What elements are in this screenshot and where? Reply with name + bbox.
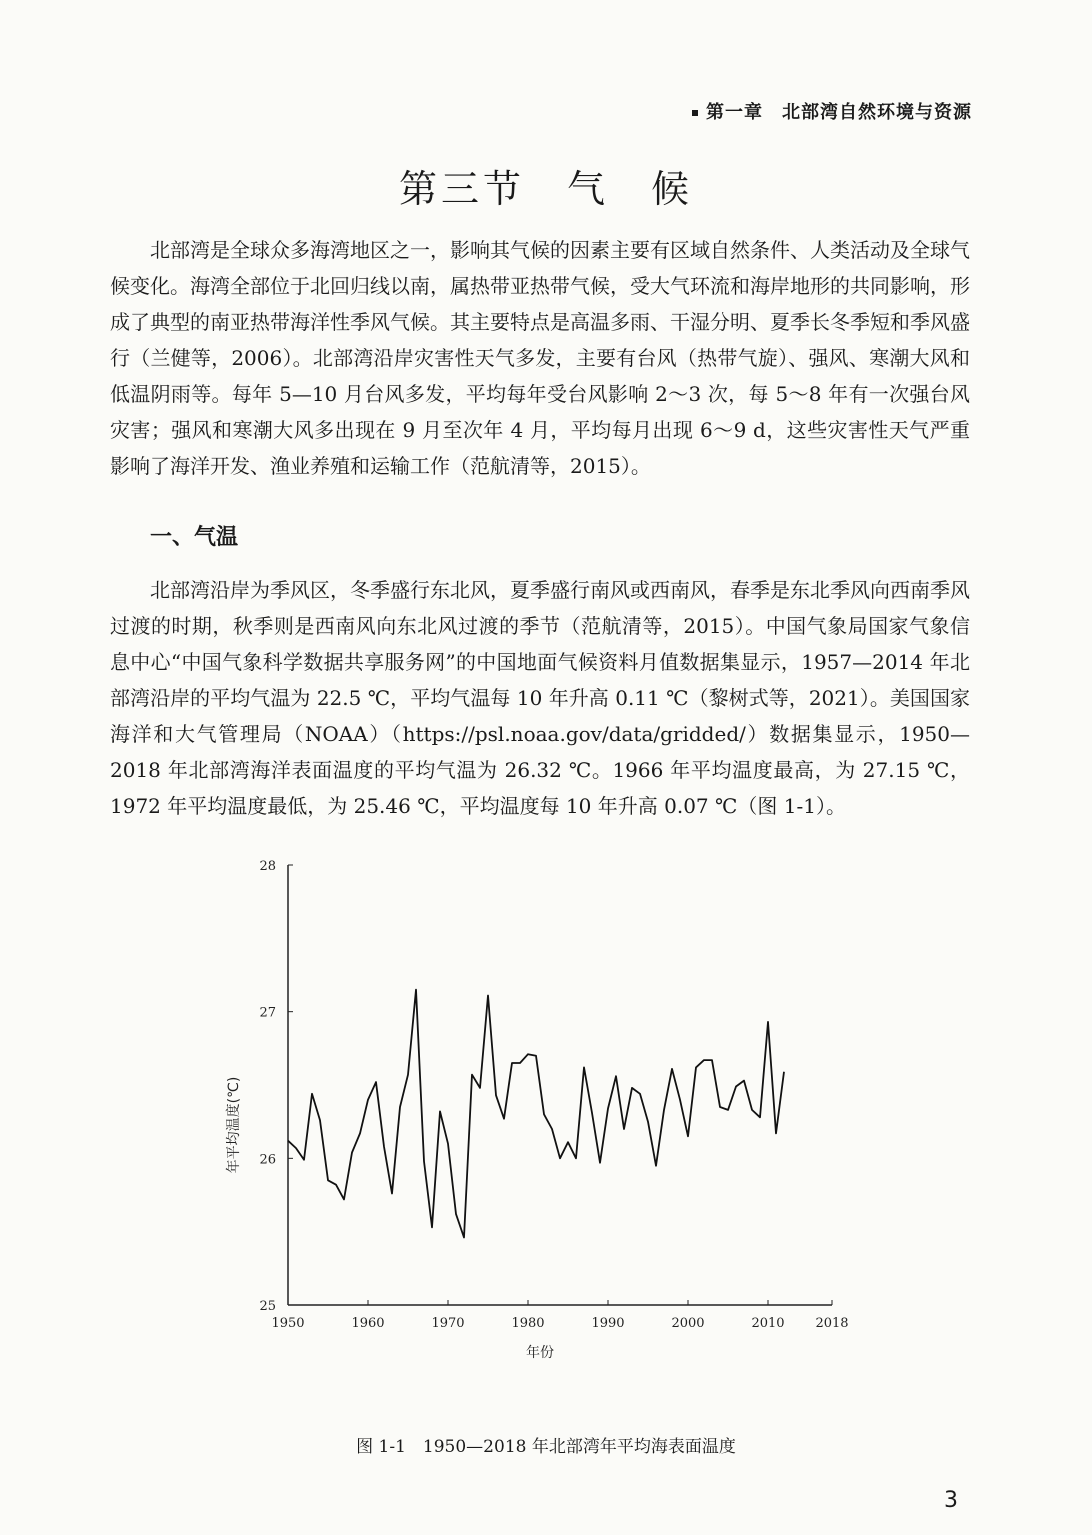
header-chapter: 第一章 北部湾自然环境与资源 <box>706 102 972 123</box>
y-tick-label: 28 <box>259 859 276 874</box>
x-tick-label: 2010 <box>751 1316 785 1331</box>
subheading-temperature: 一、气温 <box>150 525 239 550</box>
running-header <box>692 98 972 124</box>
figure-caption: 图 1-1 1950—2018 年北部湾年平均海表面温度 <box>356 1437 736 1457</box>
paragraph-1-text: 北部湾是全球众多海湾地区之一，影响其气候的因素主要有区域自然条件、人类活动及全球气候变化。海湾全部位于北回归线以南，属热带亚热带气候，受大气环流和海岸地形的共同影响，形成了典型的南亚热带海洋性季风气候。其主要特点是高温多雨、干湿分明、夏季长冬季短和季风盛行（兰健等，2006）。北部湾沿岸灾害性天气多发，主要有台风（热带气旋）、强风、寒潮大风和低温阴雨等。每年 5—10 月台风多发，平均每年受台风影响 2～3 次，每 5～8 年有一次强台风灾害；强风和寒潮大风多出现在 9 月至次年 4 月，平均每月出现 6～9 d，这些灾害性天气严重影响了海洋开发、渔业养殖和运输工作（范航清等，2015）。 <box>110 238 970 478</box>
temperature-chart <box>200 850 880 1361</box>
y-tick-label: 25 <box>259 1299 276 1314</box>
header-bullet <box>692 110 698 116</box>
x-tick-label: 1970 <box>431 1316 465 1331</box>
section-title: 第三节 气 候 <box>398 167 693 211</box>
chart-svg <box>200 850 880 1361</box>
paragraph-2-text: 北部湾沿岸为季风区，冬季盛行东北风，夏季盛行南风或西南风，春季是东北季风向西南季风过渡的时期，秋季则是西南风向东北风过渡的季节（范航清等，2015）。中国气象局国家气象信息中心“中国气象科学数据共享服务网”的中国地面气候资料月值数据集显示，1957—2014 年北部湾沿岸的平均气温为 22.5 ℃，平均气温每 10 年升高 0.11 ℃（黎树式等，2021）。美国国家海洋和大气管理局（NOAA）（https://psl.noaa.gov/data/gridded/）数据集显示，1950—2018 年北部湾海洋表面温度的平均气温为 26.32 ℃。1966 年平均温度最高，为 27.15 ℃，1972 年平均温度最低，为 25.46 ℃，平均温度每 10 年升高 0.07 ℃（图 1-1）。 <box>110 578 970 818</box>
x-tick-label: 1960 <box>351 1316 385 1331</box>
x-tick-label: 1980 <box>511 1316 545 1331</box>
paragraph-2 <box>110 572 970 824</box>
y-tick-label: 27 <box>259 1005 276 1021</box>
x-axis-label: 年份 <box>526 1345 554 1361</box>
paragraph-1 <box>110 232 970 484</box>
x-tick-label: 2000 <box>671 1316 705 1331</box>
x-tick-label: 2018 <box>815 1316 849 1331</box>
series-line-sst <box>288 990 784 1238</box>
y-tick-label: 26 <box>259 1152 276 1168</box>
y-axis-label: 年平均温度(℃) <box>226 1076 242 1174</box>
page-number: 3 <box>944 1488 958 1513</box>
x-tick-label: 1950 <box>271 1316 305 1331</box>
x-tick-label: 1990 <box>591 1316 625 1331</box>
